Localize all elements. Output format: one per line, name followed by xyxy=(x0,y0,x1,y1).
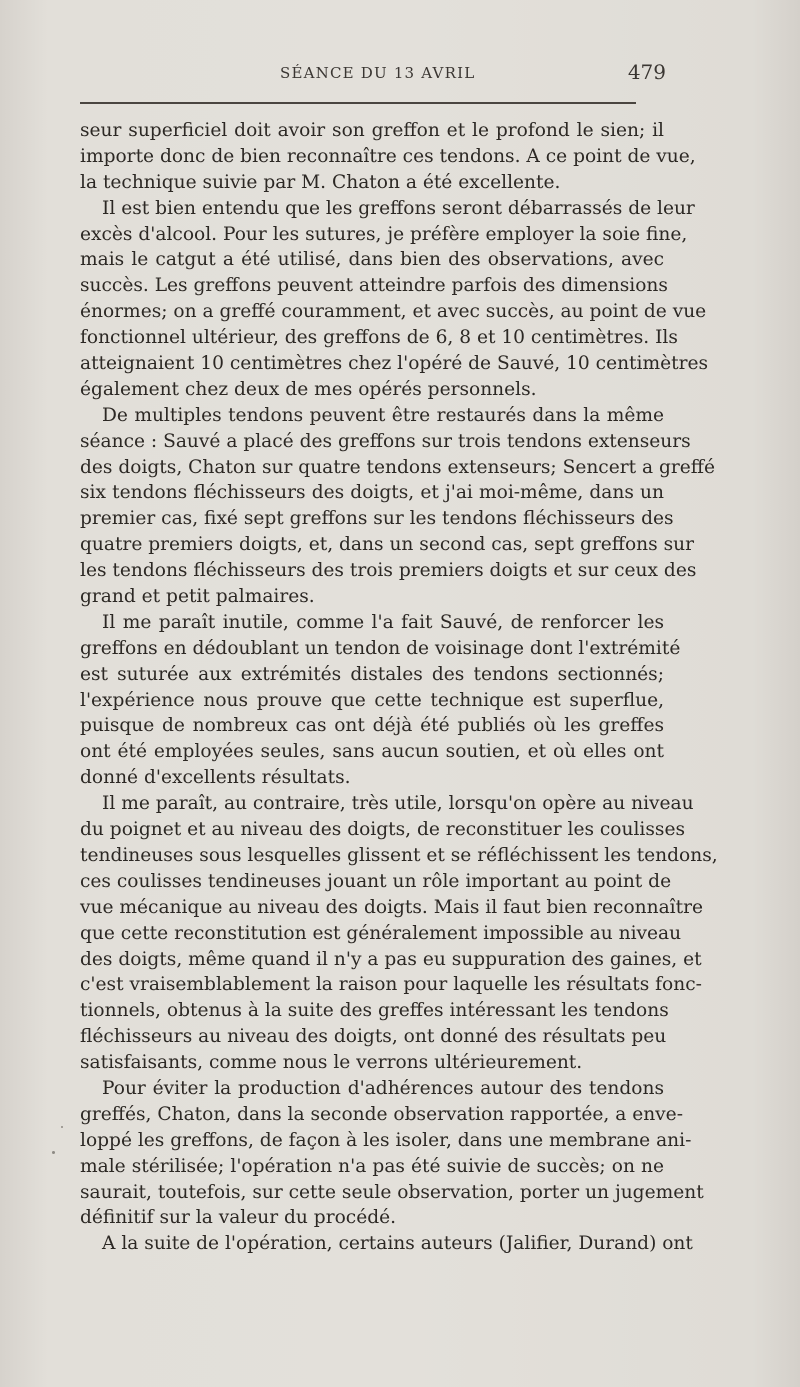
speck-mark xyxy=(52,1151,55,1154)
text-line: Il me paraît inutile, comme l'a fait Sauvé, de renforcer les xyxy=(102,611,664,633)
text-line: donné d'excellents résultats. xyxy=(80,767,351,789)
text-line: ces coulisses tendineuses jouant un rôle important au point de xyxy=(80,870,672,892)
text-line: loppé les greffons, de façon à les isoler, dans une membrane ani- xyxy=(80,1129,692,1151)
text-line: la technique suivie par M. Chaton a été excellente. xyxy=(80,171,561,193)
text-line: A la suite de l'opération, certains auteurs (Jalifier, Durand) ont xyxy=(102,1233,693,1255)
text-line: excès d'alcool. Pour les sutures, je préfère employer la soie fine, xyxy=(80,223,688,245)
text-line: succès. Les greffons peuvent atteindre parfois des dimensions xyxy=(80,275,668,297)
text-line: fonctionnel ultérieur, des greffons de 6, 8 et 10 centimètres. Ils xyxy=(80,327,678,349)
text-line: greffés, Chaton, dans la seconde observation rapportée, a enve- xyxy=(80,1103,683,1125)
header-rule xyxy=(80,102,636,104)
text-line: des doigts, même quand il n'y a pas eu suppuration des gaines, et xyxy=(80,948,702,970)
text-line: est suturée aux extrémités distales des tendons sectionnés; xyxy=(80,663,664,685)
text-line: que cette reconstitution est généralement impossible au niveau xyxy=(80,922,682,944)
page-header xyxy=(80,60,666,90)
running-title: SÉANCE DU 13 AVRIL xyxy=(280,64,476,82)
text-line: des doigts, Chaton sur quatre tendons extenseurs; Sencert a greffé xyxy=(80,456,715,478)
text-line: six tendons fléchisseurs des doigts, et j'ai moi-même, dans un xyxy=(80,482,664,504)
text-line: satisfaisants, comme nous le verrons ultérieurement. xyxy=(80,1052,583,1074)
text-line: définitif sur la valeur du procédé. xyxy=(80,1207,397,1229)
page-number: 479 xyxy=(627,60,666,84)
text-line: également chez deux de mes opérés personnels. xyxy=(80,378,537,400)
text-line: tendineuses sous lesquelles glissent et se réfléchissent les tendons, xyxy=(80,844,718,866)
text-line: quatre premiers doigts, et, dans un second cas, sept greffons sur xyxy=(80,534,694,556)
text-line: premier cas, fixé sept greffons sur les tendons fléchisseurs des xyxy=(80,508,674,530)
text-line: ont été employées seules, sans aucun soutien, et où elles ont xyxy=(80,741,664,763)
text-line: saurait, toutefois, sur cette seule observation, porter un jugement xyxy=(80,1181,704,1203)
text-line: c'est vraisemblablement la raison pour laquelle les résultats fonc- xyxy=(80,974,702,996)
text-line: énormes; on a greffé couramment, et avec succès, au point de vue xyxy=(80,301,707,323)
text-line: mais le catgut a été utilisé, dans bien des observations, avec xyxy=(80,249,664,271)
text-line: greffons en dédoublant un tendon de voisinage dont l'extrémité xyxy=(80,637,681,659)
text-line: De multiples tendons peuvent être restaurés dans la même xyxy=(102,404,664,426)
text-line: importe donc de bien reconnaître ces tendons. A ce point de vue, xyxy=(80,145,696,167)
text-line: fléchisseurs au niveau des doigts, ont donné des résultats peu xyxy=(80,1026,667,1048)
text-line: séance : Sauvé a placé des greffons sur trois tendons extenseurs xyxy=(80,430,691,452)
text-line: puisque de nombreux cas ont déjà été publiés où les greffes xyxy=(80,715,664,737)
text-line: tionnels, obtenus à la suite des greffes intéressant les tendons xyxy=(80,1000,669,1022)
text-line: Il est bien entendu que les greffons seront débarrassés de leur xyxy=(102,197,695,219)
text-line: seur superficiel doit avoir son greffon et le profond le sien; il xyxy=(80,120,664,141)
text-line: grand et petit palmaires. xyxy=(80,586,315,608)
text-line: male stérilisée; l'opération n'a pas été suivie de succès; on ne xyxy=(80,1155,664,1177)
text-line: atteignaient 10 centimètres chez l'opéré de Sauvé, 10 centimètres xyxy=(80,353,709,375)
speck-mark xyxy=(61,1126,63,1128)
body-text xyxy=(80,118,718,1257)
text-line: du poignet et au niveau des doigts, de reconstituer les coulisses xyxy=(80,819,686,841)
text-line: Il me paraît, au contraire, très utile, lorsqu'on opère au niveau xyxy=(102,793,694,815)
text-line: Pour éviter la production d'adhérences autour des tendons xyxy=(102,1077,664,1099)
text-line: l'expérience nous prouve que cette technique est superflue, xyxy=(80,689,664,711)
text-line: vue mécanique au niveau des doigts. Mais il faut bien reconnaître xyxy=(80,896,703,918)
text-line: les tendons fléchisseurs des trois premiers doigts et sur ceux des xyxy=(80,560,697,582)
